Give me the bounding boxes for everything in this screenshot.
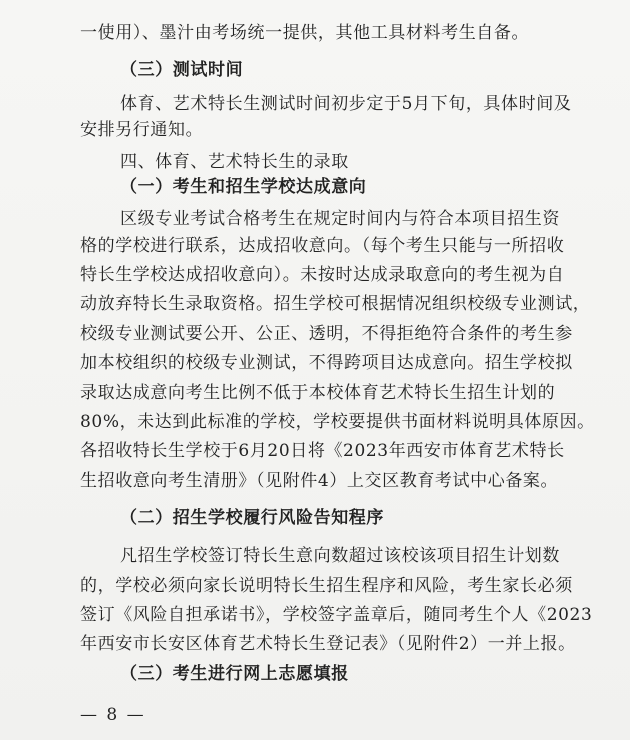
line-15: 各招收特长生学校于6月20日将《2023年西安市体育艺术特长 [80,441,565,461]
line-20: 签订《风险自担承诺书》，学校签字盖章后，随同考生个人《2023 [80,605,593,625]
section-heading-agreement: （一）考生和招生学校达成意向 [120,177,367,197]
section-heading-risk-notice: （二）招生学校履行风险告知程序 [120,508,384,528]
line-21: 年西安市长安区体育艺术特长生登记表》（见附件2）一并上报。 [80,634,576,654]
line-11: 校级专业测试要公开、公正、透明，不得拒绝符合条件的考生参 [80,324,573,344]
line-7: 区级专业考试合格考生在规定时间内与符合本项目招生资 [120,209,560,229]
line-10: 动放弃特长生录取资格。招生学校可根据情况组织校级专业测试， [80,294,591,314]
line-9: 特长生学校达成招收意向）。未按时达成录取意向的考生视为自 [80,265,565,285]
line-12: 加本校组织的校级专业测试，不得跨项目达成意向。招生学校拟 [80,353,573,373]
section-heading-admission: 四、体育、艺术特长生的录取 [120,152,349,172]
line-8: 格的学校进行联系，达成招收意向。（每个考生只能与一所招收 [80,236,565,256]
section-heading-test-time: （三）测试时间 [120,60,244,80]
line-1: 一使用）、墨汁由考场统一提供，其他工具材料考生自备。 [80,23,530,43]
line-14: 80%，未达到此标准的学校，学校要提供书面材料说明具体原因。 [80,412,595,432]
line-4: 安排另行通知。 [80,120,204,140]
line-19: 的，学校必须向家长说明特长生招生程序和风险，考生家长必须 [80,576,573,596]
line-18: 凡招生学校签订特长生意向数超过该校该项目招生计划数 [120,546,560,566]
line-13: 录取达成意向考生比例不低于本校体育艺术特长生招生计划的 [80,383,556,403]
page-number: — 8 — [80,705,146,725]
section-heading-online-application: （三）考生进行网上志愿填报 [120,664,349,684]
line-16: 生招收意向考生清册》（见附件4）上交区教育考试中心备案。 [80,471,559,491]
line-3: 体育、艺术特长生测试时间初步定于5月下旬，具体时间及 [120,94,572,114]
